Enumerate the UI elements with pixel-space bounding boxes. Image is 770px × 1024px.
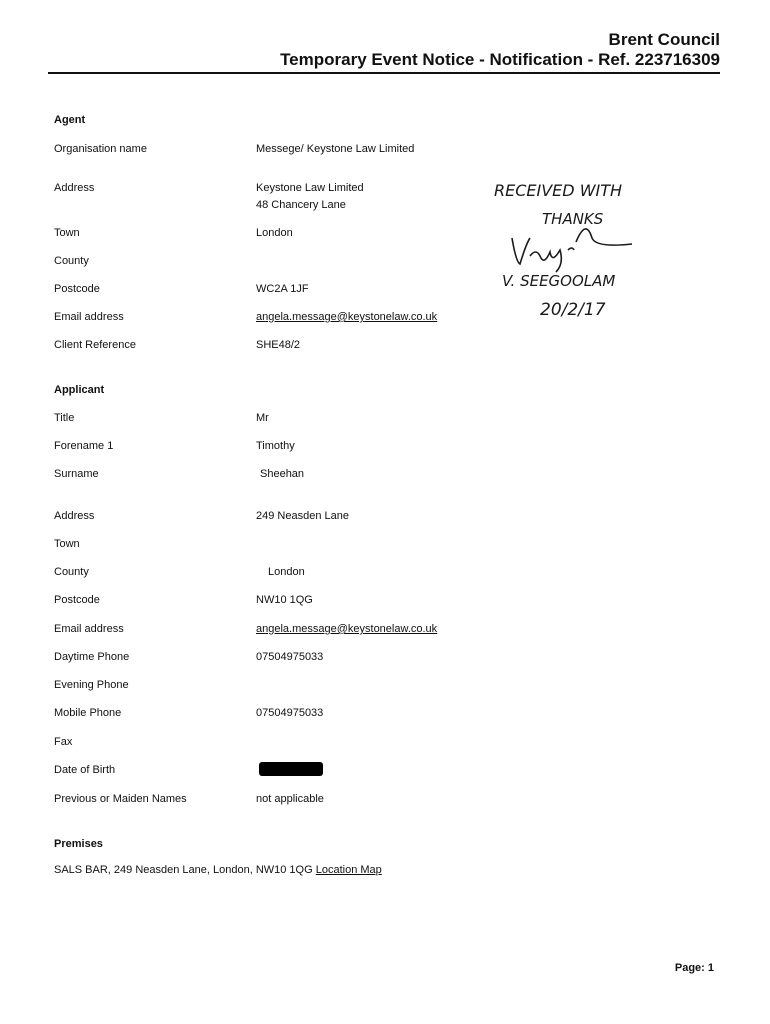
applicant-mobile-phone-label: Mobile Phone	[54, 707, 122, 719]
applicant-postcode-value: NW10 1QG	[256, 594, 313, 606]
agent-address-label: Address	[54, 182, 95, 194]
applicant-title-label: Title	[54, 412, 75, 424]
applicant-surname-value: Sheehan	[260, 468, 305, 480]
agent-county-label: County	[54, 255, 89, 267]
agent-address-line2: 48 Chancery Lane	[256, 199, 346, 211]
agent-email-link[interactable]: angela.message@keystonelaw.co.uk	[256, 311, 438, 323]
applicant-previous-names-label: Previous or Maiden Names	[54, 793, 187, 805]
agent-email-label: Email address	[54, 311, 124, 323]
applicant-dob-label: Date of Birth	[54, 764, 116, 776]
applicant-evening-phone-label: Evening Phone	[54, 679, 129, 691]
applicant-county-label: County	[54, 566, 89, 578]
agent-section-heading: Agent	[54, 114, 86, 126]
agent-organisation-value: Messege/ Keystone Law Limited	[256, 143, 415, 155]
agent-organisation-label: Organisation name	[54, 143, 147, 155]
premises-address: SALS BAR, 249 Neasden Lane, London, NW10 1QG	[54, 864, 313, 876]
handwritten-received-text: RECEIVED WITH	[494, 181, 623, 200]
premises-line	[54, 864, 382, 876]
applicant-address-value: 249 Neasden Lane	[256, 510, 349, 522]
applicant-forename-label: Forename 1	[54, 440, 114, 452]
applicant-address-label: Address	[54, 510, 95, 522]
header-rule	[48, 72, 720, 74]
location-map-link[interactable]: Location Map	[315, 864, 382, 876]
applicant-section-heading: Applicant	[54, 384, 105, 396]
applicant-fax-label: Fax	[54, 736, 73, 748]
page-number: Page: 1	[674, 962, 714, 974]
applicant-town-label: Town	[54, 538, 80, 550]
handwritten-thanks-text: THANKS	[542, 210, 604, 228]
applicant-daytime-phone-value: 07504975033	[256, 651, 324, 663]
applicant-daytime-phone-label: Daytime Phone	[54, 651, 130, 663]
applicant-previous-names-value: not applicable	[256, 793, 324, 805]
handwritten-name-text: V. SEEGOOLAM	[502, 272, 616, 290]
handwritten-date-text: 20/2/17	[540, 300, 606, 320]
agent-postcode-value: WC2A 1JF	[256, 283, 309, 295]
applicant-postcode-label: Postcode	[54, 594, 100, 606]
agent-address-line1: Keystone Law Limited	[256, 182, 364, 194]
premises-section-heading: Premises	[54, 838, 103, 850]
redacted-date-of-birth	[259, 762, 323, 776]
applicant-title-value: Mr	[256, 412, 269, 424]
agent-client-reference-label: Client Reference	[54, 339, 136, 351]
applicant-county-value: London	[268, 566, 305, 578]
applicant-surname-label: Surname	[54, 468, 99, 480]
document-title: Temporary Event Notice - Notification - Ref. 223716309	[280, 50, 720, 69]
handwritten-receipt-note	[490, 172, 700, 322]
agent-town-label: Town	[54, 227, 80, 239]
applicant-email-link[interactable]: angela.message@keystonelaw.co.uk	[256, 623, 438, 635]
applicant-forename-value: Timothy	[256, 440, 295, 452]
agent-postcode-label: Postcode	[54, 283, 100, 295]
handwritten-signature	[512, 229, 632, 272]
council-name: Brent Council	[608, 30, 720, 49]
agent-client-reference-value: SHE48/2	[256, 339, 301, 351]
agent-town-value: London	[256, 227, 293, 239]
applicant-email-label: Email address	[54, 623, 124, 635]
applicant-mobile-phone-value: 07504975033	[256, 707, 324, 719]
